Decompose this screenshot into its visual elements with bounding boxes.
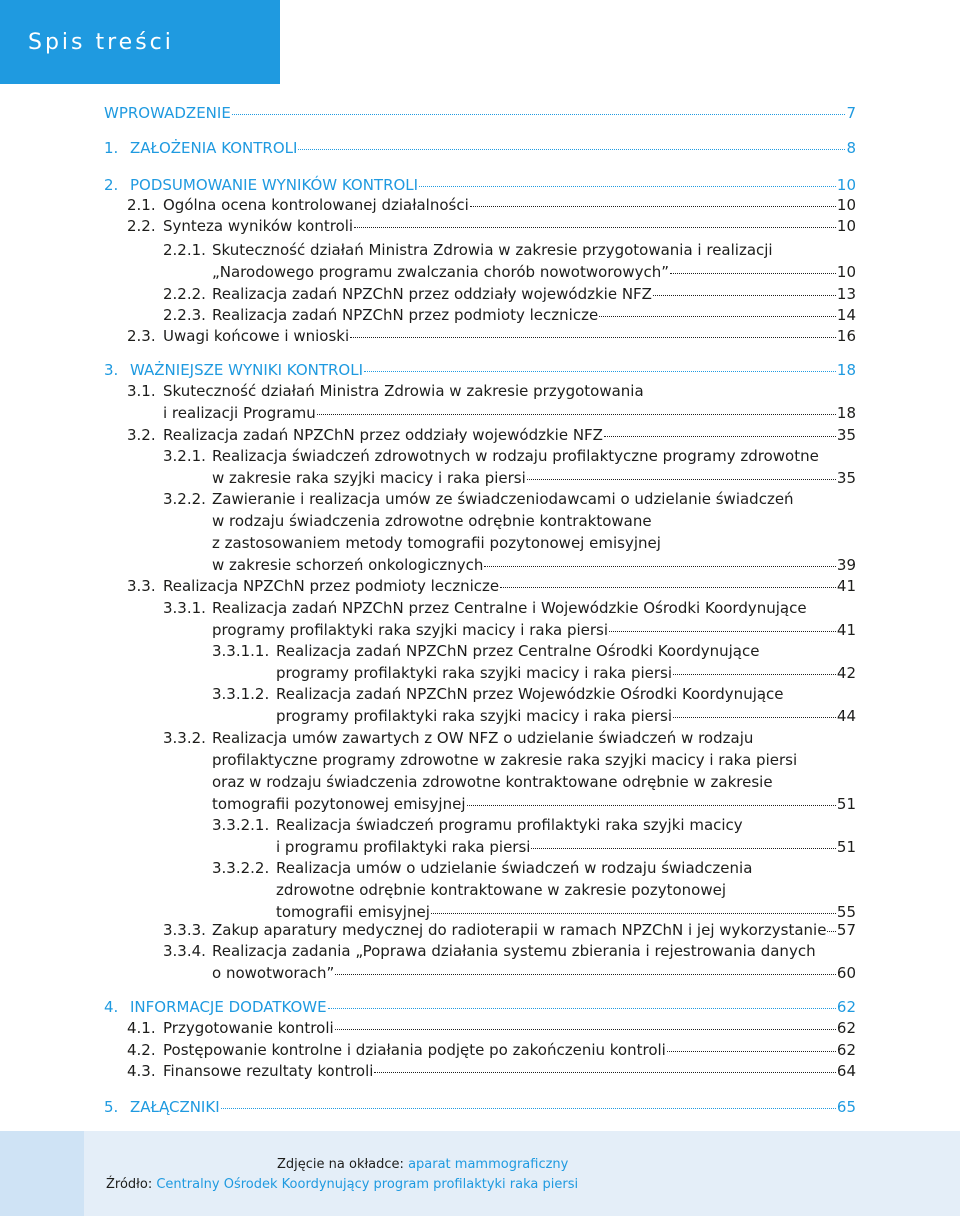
toc-entry-page: 55 [836, 903, 856, 921]
toc-entry[interactable] [127, 1018, 856, 1038]
toc-entry[interactable] [163, 941, 816, 961]
toc-entry-title-cont: i realizacji Programu [163, 404, 316, 422]
source-credit-label: Źródło: [106, 1177, 153, 1192]
toc-entry-title: Finansowe rezultaty kontroli [163, 1062, 374, 1080]
toc-leader-dots [431, 913, 836, 914]
toc-entry-title: Zakup aparatury medycznej do radioterapii w ramach NPZChN i jej wykorzystanie [212, 921, 827, 939]
toc-leader-dots [609, 631, 836, 632]
toc-leader-dots [354, 227, 836, 228]
toc-entry-number: 3.1. [127, 382, 156, 400]
toc-entry-number: 2.2.3. [163, 306, 206, 324]
toc-entry-page: 41 [836, 621, 856, 639]
toc-leader-dots [221, 1108, 836, 1109]
toc-leader-dots [419, 186, 836, 187]
toc-entry-line: oraz w rodzaju świadczenia zdrowotne kontraktowane odrębnie w zakresie [212, 773, 773, 791]
toc-entry-continuation[interactable] [212, 262, 856, 282]
toc-entry-number: 3.3.2.1. [212, 816, 270, 834]
toc-leader-dots [335, 974, 836, 975]
toc-entry[interactable] [104, 138, 856, 158]
toc-entry-page: 8 [846, 139, 856, 157]
toc-entry-continuation[interactable] [276, 706, 856, 726]
toc-leader-dots [670, 273, 836, 274]
toc-entry-page: 18 [836, 404, 856, 422]
toc-entry-page: 10 [836, 263, 856, 281]
toc-entry-continuation[interactable] [212, 963, 856, 983]
toc-entry-continuation[interactable] [212, 794, 856, 814]
toc-entry-title-cont: w zakresie raka szyjki macicy i raka piersi [212, 469, 526, 487]
toc-entry-title: Realizacja świadczeń programu profilaktyki raka szyjki macicy [276, 816, 743, 834]
toc-entry-page: 18 [836, 361, 856, 379]
toc-entry-number: 4.3. [127, 1062, 156, 1080]
toc-entry[interactable] [104, 103, 856, 123]
toc-entry-continuation[interactable] [212, 620, 856, 640]
toc-entry-title: Realizacja zadań NPZChN przez Centralne Ośrodki Koordynujące [276, 642, 760, 660]
toc-entry-number: 5. [104, 1098, 119, 1116]
source-credit [106, 1177, 578, 1192]
toc-entry[interactable] [104, 360, 856, 380]
toc-leader-dots [500, 587, 836, 588]
toc-entry-number: 2.2.2. [163, 285, 206, 303]
toc-entry-title: Synteza wyników kontroli [163, 217, 354, 235]
toc-entry-page: 16 [836, 327, 856, 345]
toc-entry-number: 3.3.2. [163, 729, 206, 747]
toc-leader-dots [599, 316, 836, 317]
toc-entry-title-cont: „Narodowego programu zwalczania chorób nowotworowych” [212, 263, 669, 281]
toc-entry[interactable] [163, 920, 856, 940]
toc-entry-page: 14 [836, 306, 856, 324]
toc-entry-page: 44 [836, 707, 856, 725]
toc-entry-continuation[interactable] [163, 403, 856, 423]
toc-entry-title: Realizacja umów o udzielanie świadczeń w rodzaju świadczenia [276, 859, 753, 877]
toc-entry-title-cont: i programu profilaktyki raka piersi [276, 838, 531, 856]
toc-entry-title: WPROWADZENIE [104, 104, 231, 122]
toc-entry[interactable] [212, 858, 752, 878]
toc-entry-number: 3.3.1.2. [212, 685, 270, 703]
toc-entry[interactable] [104, 175, 856, 195]
source-credit-value: Centralny Ośrodek Koordynujący program profilaktyki raka piersi [156, 1177, 579, 1192]
toc-leader-dots [467, 805, 836, 806]
photo-credit-value: aparat mammograficzny [408, 1157, 569, 1172]
toc-entry-page: 60 [836, 964, 856, 982]
toc-entry-page: 51 [836, 838, 856, 856]
toc-leader-dots [827, 931, 835, 932]
toc-entry[interactable] [127, 326, 856, 346]
toc-entry-number: 4.2. [127, 1041, 156, 1059]
toc-entry[interactable] [104, 997, 856, 1017]
toc-entry-page: 41 [836, 577, 856, 595]
toc-entry-page: 10 [836, 176, 856, 194]
toc-entry-number: 3.2.2. [163, 490, 206, 508]
toc-entry[interactable] [127, 1061, 856, 1081]
toc-entry-title: Realizacja zadań NPZChN przez Centralne i Wojewódzkie Ośrodki Koordynujące [212, 599, 807, 617]
toc-entry-number: 2.1. [127, 196, 156, 214]
toc-entry-page: 62 [836, 1019, 856, 1037]
toc-entry-title-cont: tomografii pozytonowej emisyjnej [212, 795, 466, 813]
toc-entry-title: PODSUMOWANIE WYNIKÓW KONTROLI [130, 176, 419, 194]
toc-leader-dots [604, 436, 836, 437]
toc-entry[interactable] [212, 815, 743, 835]
toc-entry[interactable] [127, 425, 856, 445]
toc-entry-number: 3.3.1.1. [212, 642, 270, 660]
photo-credit [277, 1157, 568, 1172]
toc-entry-number: 1. [104, 139, 119, 157]
footer [84, 1131, 960, 1216]
toc-entry[interactable] [212, 684, 784, 704]
toc-entry-continuation[interactable] [276, 902, 856, 922]
toc-entry[interactable] [163, 598, 807, 618]
toc-entry-title: WAŻNIEJSZE WYNIKI KONTROLI [130, 361, 364, 379]
toc-leader-dots [673, 674, 836, 675]
toc-entry-title: Realizacja umów zawartych z OW NFZ o udzielanie świadczeń w rodzaju [212, 729, 754, 747]
toc-entry-title: Realizacja zadań NPZChN przez oddziały wojewódzkie NFZ [212, 285, 652, 303]
toc-leader-dots [364, 371, 836, 372]
toc-entry-title: Skuteczność działań Ministra Zdrowia w zakresie przygotowania [163, 382, 644, 400]
toc-entry-page: 35 [836, 426, 856, 444]
toc-entry-page: 51 [836, 795, 856, 813]
toc-entry-page: 64 [836, 1062, 856, 1080]
toc-leader-dots [328, 1008, 836, 1009]
toc-leader-dots [298, 149, 845, 150]
toc-entry-number: 3.3.3. [163, 921, 206, 939]
toc-entry-number: 2.2.1. [163, 241, 206, 259]
toc-entry-title: INFORMACJE DODATKOWE [130, 998, 327, 1016]
toc-leader-dots [232, 114, 846, 115]
toc-entry-title: Postępowanie kontrolne i działania podjęte po zakończeniu kontroli [163, 1041, 666, 1059]
toc-leader-dots [527, 479, 836, 480]
toc-entry-page: 13 [836, 285, 856, 303]
toc-entry-page: 62 [836, 1041, 856, 1059]
toc-entry-title: Realizacja świadczeń zdrowotnych w rodzaju profilaktyczne programy zdrowotne [212, 447, 819, 465]
toc-entry-number: 3.3. [127, 577, 156, 595]
toc-entry[interactable] [104, 1097, 856, 1117]
toc-entry-number: 2.2. [127, 217, 156, 235]
toc-entry-page: 42 [836, 664, 856, 682]
toc-entry[interactable] [163, 489, 794, 509]
toc-entry-title: ZAŁOŻENIA KONTROLI [130, 139, 298, 157]
footer-accent-block [0, 1131, 84, 1216]
toc-entry-number: 3.2. [127, 426, 156, 444]
photo-credit-label: Zdjęcie na okładce: [277, 1157, 404, 1172]
toc-entry-title-cont: programy profilaktyki raka szyjki macicy i raka piersi [212, 621, 609, 639]
toc-entry-title: Uwagi końcowe i wnioski [163, 327, 350, 345]
toc-entry-title: ZAŁĄCZNIKI [130, 1098, 220, 1116]
toc-entry[interactable] [127, 1040, 856, 1060]
toc-entry-title: Ogólna ocena kontrolowanej działalności [163, 196, 469, 214]
toc-entry-title: Realizacja zadań NPZChN przez podmioty lecznicze [212, 306, 599, 324]
toc-entry-number: 2. [104, 176, 119, 194]
toc-entry[interactable] [163, 728, 753, 748]
toc-leader-dots [667, 1051, 836, 1052]
toc-entry-title: Realizacja zadań NPZChN przez Wojewódzkie Ośrodki Koordynujące [276, 685, 784, 703]
toc-entry-line: w rodzaju świadczenia zdrowotne odrębnie kontraktowane [212, 512, 652, 530]
toc-entry-title: Zawieranie i realizacja umów ze świadczeniodawcami o udzielanie świadczeń [212, 490, 794, 508]
toc-leader-dots [317, 414, 836, 415]
toc-entry-number: 3.3.4. [163, 942, 206, 960]
toc-entry-continuation[interactable] [212, 468, 856, 488]
toc-leader-dots [335, 1029, 836, 1030]
toc-entry-title: Realizacja zadania „Poprawa działania systemu zbierania i rejestrowania danych [212, 942, 816, 960]
toc-leader-dots [673, 717, 836, 718]
toc-entry[interactable] [163, 446, 819, 466]
page-title: Spis treści [28, 30, 174, 55]
toc-entry-number: 2.3. [127, 327, 156, 345]
toc-entry-number: 3.3.2.2. [212, 859, 270, 877]
toc-entry-title: Realizacja NPZChN przez podmioty lecznicze [163, 577, 500, 595]
toc-entry-line: zdrowotne odrębnie kontraktowane w zakresie pozytonowej [276, 881, 726, 899]
toc-entry-page: 10 [836, 196, 856, 214]
toc-leader-dots [653, 295, 836, 296]
toc-leader-dots [374, 1072, 835, 1073]
toc-entry-page: 62 [836, 998, 856, 1016]
toc-entry[interactable] [212, 641, 759, 661]
toc-entry-number: 4. [104, 998, 119, 1016]
toc-entry-title: Przygotowanie kontroli [163, 1019, 334, 1037]
toc-entry-title-cont: programy profilaktyki raka szyjki macicy i raka piersi [276, 707, 673, 725]
toc-entry-line: z zastosowaniem metody tomografii pozytonowej emisyjnej [212, 534, 661, 552]
toc-entry-title-cont: tomografii emisyjnej [276, 903, 430, 921]
toc-entry-continuation[interactable] [212, 555, 856, 575]
toc-entry[interactable] [127, 216, 856, 236]
toc-entry-page: 10 [836, 217, 856, 235]
toc-entry-number: 3.2.1. [163, 447, 206, 465]
toc-entry-continuation[interactable] [276, 837, 856, 857]
toc-entry[interactable] [163, 305, 856, 325]
toc-entry-title-cont: programy profilaktyki raka szyjki macicy i raka piersi [276, 664, 673, 682]
toc-leader-dots [350, 337, 836, 338]
toc-entry-page: 39 [836, 556, 856, 574]
toc-entry-title: Skuteczność działań Ministra Zdrowia w zakresie przygotowania i realizacji [212, 241, 773, 259]
toc-entry-page: 65 [836, 1098, 856, 1116]
toc-entry-title-cont: o nowotworach” [212, 964, 335, 982]
toc-leader-dots [484, 566, 835, 567]
toc-entry[interactable] [127, 576, 856, 596]
toc-entry[interactable] [163, 284, 856, 304]
toc-entry-continuation[interactable] [276, 663, 856, 683]
toc-entry-number: 4.1. [127, 1019, 156, 1037]
toc-entry[interactable] [127, 381, 644, 401]
title-bar [0, 0, 280, 84]
toc-entry-title: Realizacja zadań NPZChN przez oddziały wojewódzkie NFZ [163, 426, 603, 444]
toc-entry-title-cont: w zakresie schorzeń onkologicznych [212, 556, 484, 574]
toc-entry-page: 7 [846, 104, 856, 122]
toc-entry-page: 35 [836, 469, 856, 487]
toc-leader-dots [470, 206, 836, 207]
toc-leader-dots [531, 848, 835, 849]
toc-entry-page: 57 [836, 921, 856, 939]
toc-entry-number: 3.3.1. [163, 599, 206, 617]
toc-entry[interactable] [127, 195, 856, 215]
toc-entry[interactable] [163, 240, 773, 260]
toc-entry-line: profilaktyczne programy zdrowotne w zakresie raka szyjki macicy i raka piersi [212, 751, 798, 769]
toc-entry-number: 3. [104, 361, 119, 379]
